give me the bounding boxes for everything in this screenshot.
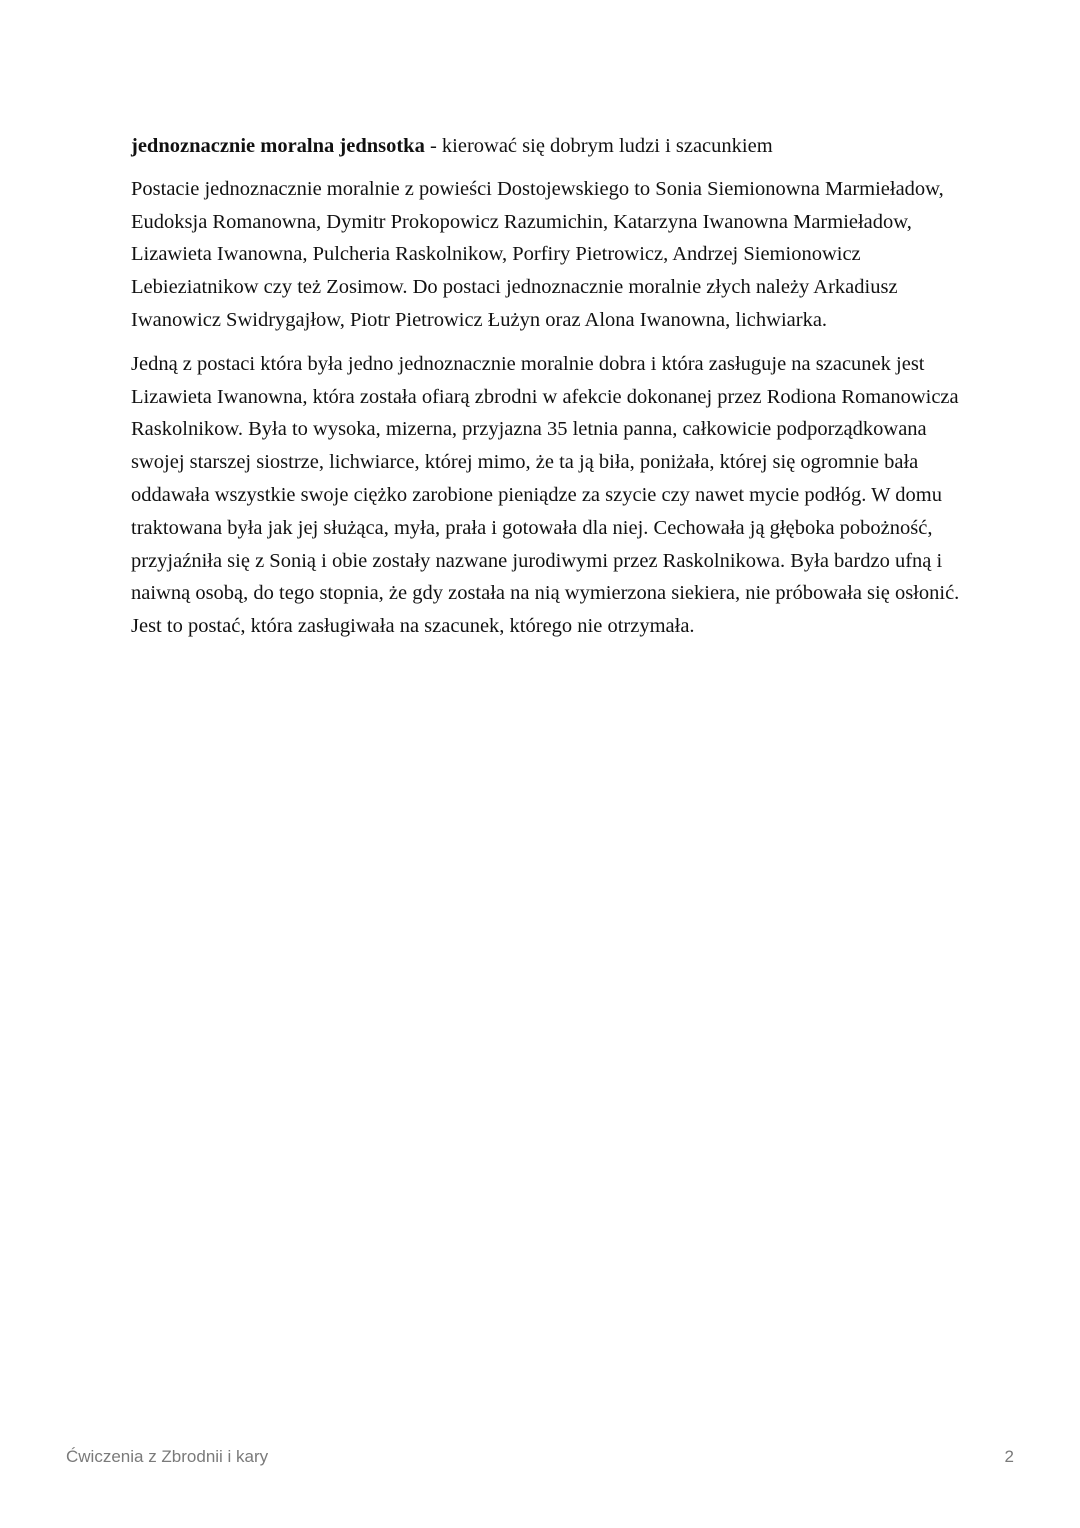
definition-heading — [131, 130, 961, 163]
footer-page-number: 2 — [1004, 1447, 1014, 1466]
page-footer — [66, 1447, 1014, 1467]
document-body — [131, 130, 961, 654]
paragraph-characters: Postacie jednoznacznie moralnie z powieści Dostojewskiego to Sonia Siemionowna Marmieładow, Eudoksja Romanowna, Dymitr Prokopowicz Razumichin, Katarzyna Iwanowna Marmieładow, Lizawieta Iwanowna, Pulcheria Raskolnikow, Porfiry Pietrowicz, Andrzej Siemionowicz Lebieziatnikow czy też Zosimow. Do postaci jednoznacznie moralnie złych należy Arkadiusz Iwanowicz Swidrygajłow, Piotr Pietrowicz Łużyn oraz Alona Iwanowna, lichwiarka. — [131, 177, 944, 331]
footer-document-title: Ćwiczenia z Zbrodnii i kary — [66, 1447, 269, 1466]
heading-definition: - kierować się dobrym ludzi i szacunkiem — [424, 135, 773, 157]
paragraph-lizawieta: Jedną z postaci która była jedno jednoznacznie moralnie dobra i która zasługuje na szacunek jest Lizawieta Iwanowna, która została ofiarą zbrodni w afekcie dokonanej przez Rodiona Romanowicza Raskolnikow. Była to wysoka, mizerna, przyjazna 35 letnia panna, całkowicie podporządkowana swojej starszej siostrze, lichwiarce, której mimo, że ta ją biła, poniżała, której się ogromnie bała oddawała wszystkie swoje ciężko zarobione pieniądze za szycie czy nawet mycie podłóg. W domu traktowana była jak jej służąca, myła, prała i gotowała dla niej. Cechowała ją głęboka pobożność, przyjaźniła się z Sonią i obie zostały nazwane jurodiwymi przez Raskolnikowa. Była bardzo ufną i naiwną osobą, do tego stopnia, że gdy została na nią wymierzona siekiera, nie próbowała się osłonić. Jest to postać, która zasługiwała na szacunek, którego nie otrzymała. — [131, 352, 960, 638]
heading-term: jednoznacznie moralna jednsotka — [131, 135, 425, 157]
